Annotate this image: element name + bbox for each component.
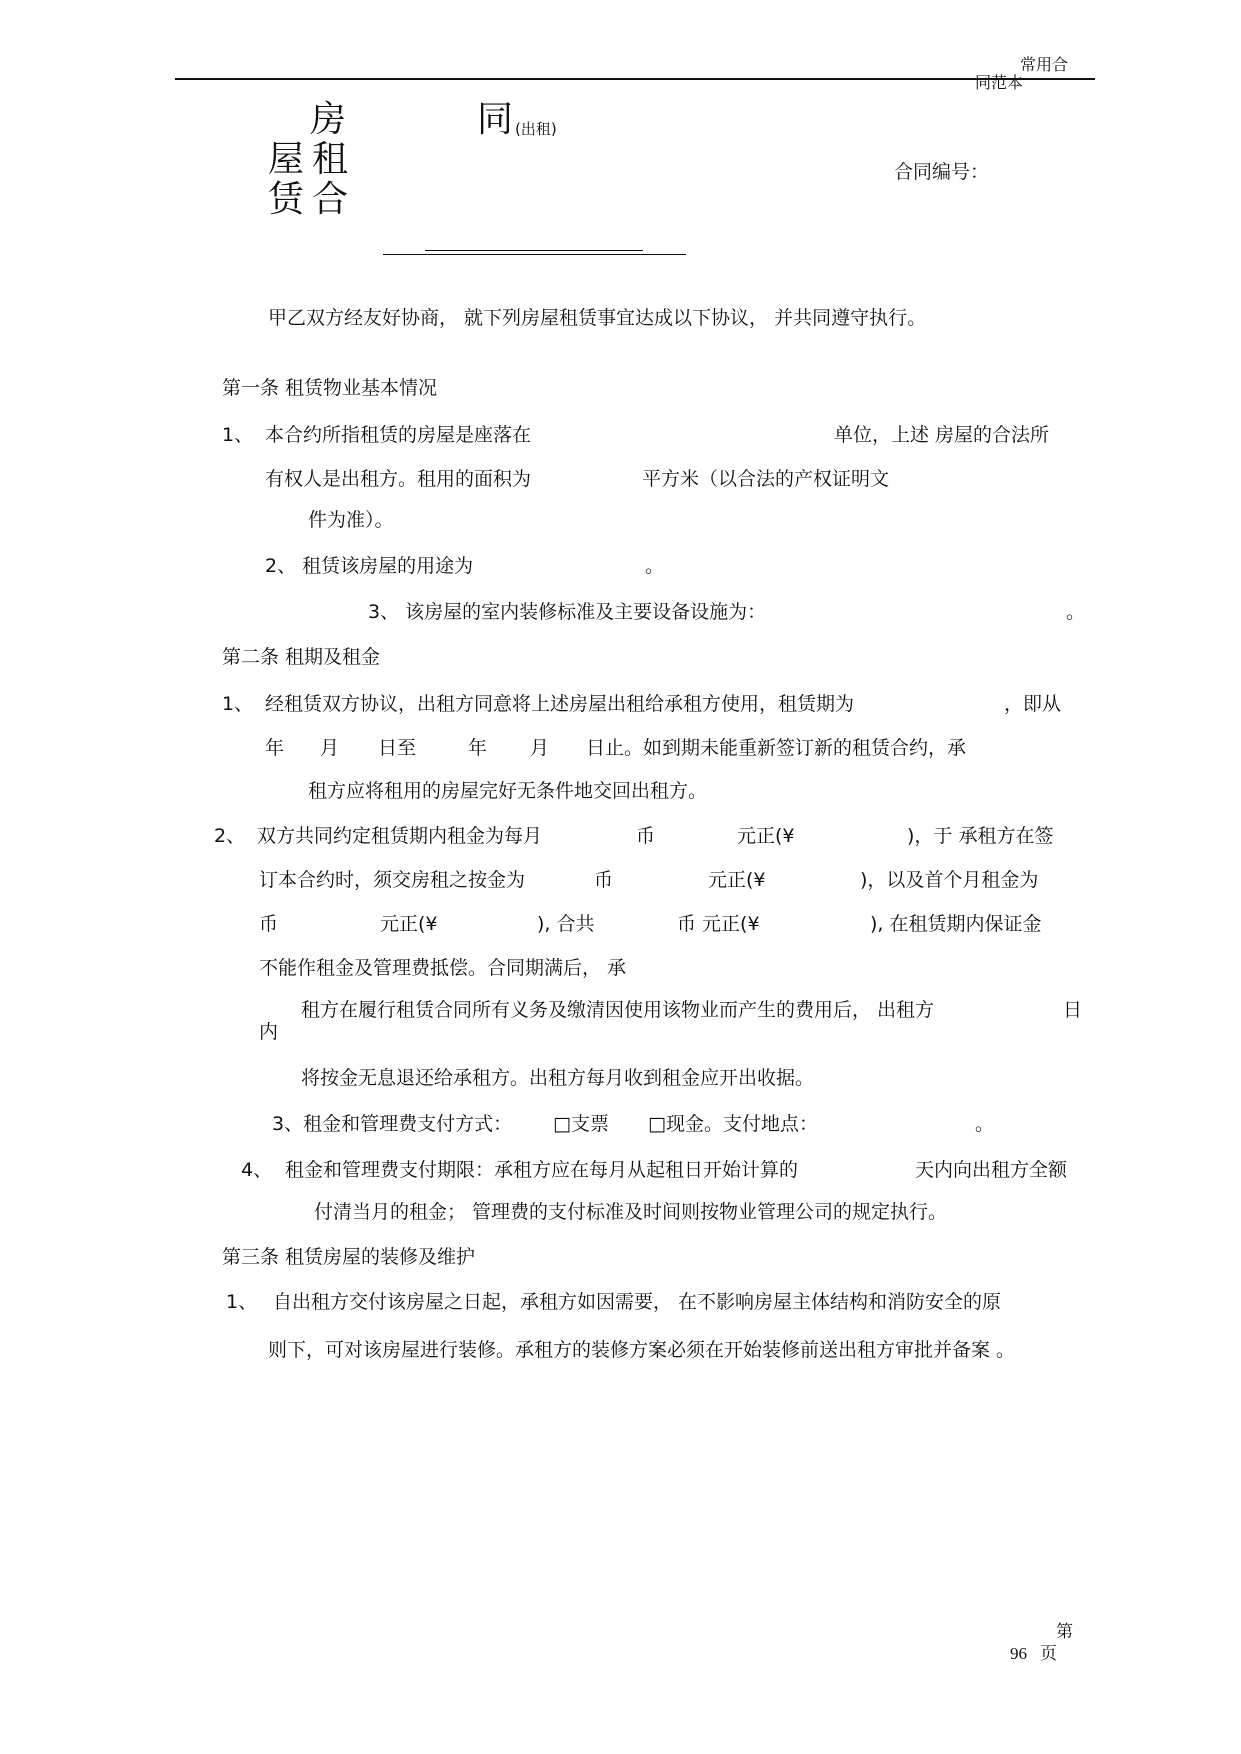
article-3-item-1-text: 则下，可对该房屋进行装修。承租方的装修方案必须在开始装修前送出租方审批并备案 。	[268, 1339, 1016, 1361]
header-label-line2: 同范本	[975, 73, 1024, 92]
article-2-item-2-text: 订本合约时，须交房租之按金为	[259, 869, 526, 891]
article-2-item-1-text: 日止。如到期未能重新签订新的租赁合约，承	[586, 737, 967, 759]
article-2-item-2-text: 币	[259, 913, 279, 935]
article-3-heading: 第三条 租赁房屋的装修及维护	[222, 1246, 476, 1268]
article-2-item-3: 3、租金和管理费支付方式：	[272, 1113, 513, 1135]
signature-line	[425, 250, 643, 251]
article-2-item-1-month2: 月	[530, 737, 550, 759]
page-number: 96	[1010, 1644, 1027, 1663]
article-2-heading: 第二条 租期及租金	[222, 646, 381, 668]
payment-option-cash: □现金。支付地点：	[648, 1113, 818, 1135]
article-1-item-1-text: 本合约所指租赁的房屋是座落在	[265, 424, 532, 446]
article-1-item-1-text: 件为准）。	[308, 509, 394, 531]
article-2-item-3-end: 。	[975, 1113, 995, 1135]
article-2-item-1-number: 1、	[222, 693, 254, 715]
article-2-item-2-text: 将按金无息退还给承租方。出租方每月收到租金应开出收据。	[301, 1067, 815, 1089]
intro-paragraph: 甲乙双方经友好协商， 就下列房屋租赁事宜达成以下协议， 并共同遵守执行。	[268, 307, 927, 329]
article-2-item-2-text: 元正(¥	[737, 825, 795, 847]
article-2-item-2-text: 双方共同约定租赁期内租金为每月	[257, 825, 543, 847]
article-2-item-2-text: )，以及首个月租金为	[860, 869, 1039, 891]
article-3-item-1-number: 1、	[226, 1291, 258, 1313]
article-2-item-2-text: 币	[594, 869, 614, 891]
article-2-item-4-text: 天内向出租方全额	[915, 1159, 1068, 1181]
footer-di: 第	[1056, 1622, 1073, 1642]
article-2-item-1-text: 经租赁双方协议，出租方同意将上述房屋出租给承租方使用，租赁期为	[265, 693, 855, 715]
article-2-item-1-day-to: 日至	[378, 737, 417, 759]
article-1-item-3: 3、 该房屋的室内装修标准及主要设备设施为：	[368, 601, 767, 623]
title-suffix: (出租)	[515, 120, 557, 138]
article-3-item-1-text: 自出租方交付该房屋之日起，承租方如因需要， 在不影响房屋主体结构和消防安全的原	[273, 1291, 1002, 1313]
title-char: 房	[310, 99, 347, 140]
article-2-item-2-text: ), 在租赁期内保证金	[870, 913, 1042, 935]
article-2-item-2-text: 币 元正(¥	[677, 913, 760, 935]
article-1-item-1-number: 1、	[222, 424, 254, 446]
article-1-heading: 第一条 租赁物业基本情况	[222, 377, 438, 399]
article-2-item-2-text: 币	[636, 825, 656, 847]
article-1-item-2: 2、 租赁该房屋的用途为	[265, 555, 474, 577]
article-2-item-1-year: 年	[265, 737, 285, 759]
article-2-item-2-text: 元正(¥	[708, 869, 766, 891]
article-1-item-1-text: 有权人是出租方。租用的面积为	[265, 468, 532, 490]
article-2-item-2-text: )，于 承租方在签	[907, 825, 1054, 847]
article-2-item-2-number: 2、	[214, 825, 246, 847]
article-2-item-4-number: 4、	[241, 1159, 273, 1181]
title-char: 屋	[268, 139, 305, 180]
title-char: 同	[477, 99, 514, 140]
article-1-item-2-end: 。	[645, 555, 665, 577]
article-2-item-2-text: 不能作租金及管理费抵偿。合同期满后， 承	[259, 957, 627, 979]
contract-number-label: 合同编号：	[894, 161, 990, 183]
article-2-item-1-year2: 年	[468, 737, 488, 759]
article-2-item-4-text: 付清当月的租金； 管理费的支付标准及时间则按物业管理公司的规定执行。	[314, 1201, 948, 1223]
article-2-item-2-text: 内	[259, 1021, 279, 1043]
article-1-item-1-text: 单位，上述 房屋的合法所	[834, 424, 1050, 446]
title-char: 租	[312, 139, 349, 180]
article-2-item-2-text: 元正(¥	[380, 913, 438, 935]
header-label-line1: 常用合	[1020, 55, 1069, 74]
article-2-item-4-text: 租金和管理费支付期限：承租方应在每月从起租日开始计算的	[285, 1159, 799, 1181]
title-char: 合	[312, 179, 349, 220]
header-rule	[175, 78, 1095, 80]
article-2-item-1-text: ，即从	[1004, 693, 1062, 715]
article-2-item-2-text: ), 合共	[537, 913, 595, 935]
title-char: 赁	[268, 179, 305, 220]
signature-line	[383, 254, 686, 255]
article-2-item-2-text: 日	[1063, 999, 1083, 1021]
payment-option-cheque: □支票	[553, 1113, 609, 1135]
article-1-item-1-text: 平方米（以合法的产权证明文	[642, 468, 890, 490]
footer-ye: 页	[1040, 1644, 1057, 1664]
article-2-item-1-text: 租方应将租用的房屋完好无条件地交回出租方。	[308, 780, 708, 802]
article-1-item-3-end: 。	[1066, 601, 1086, 623]
article-2-item-2-text: 租方在履行租赁合同所有义务及缴清因使用该物业而产生的费用后， 出租方	[301, 999, 935, 1021]
article-2-item-1-month: 月	[320, 737, 340, 759]
